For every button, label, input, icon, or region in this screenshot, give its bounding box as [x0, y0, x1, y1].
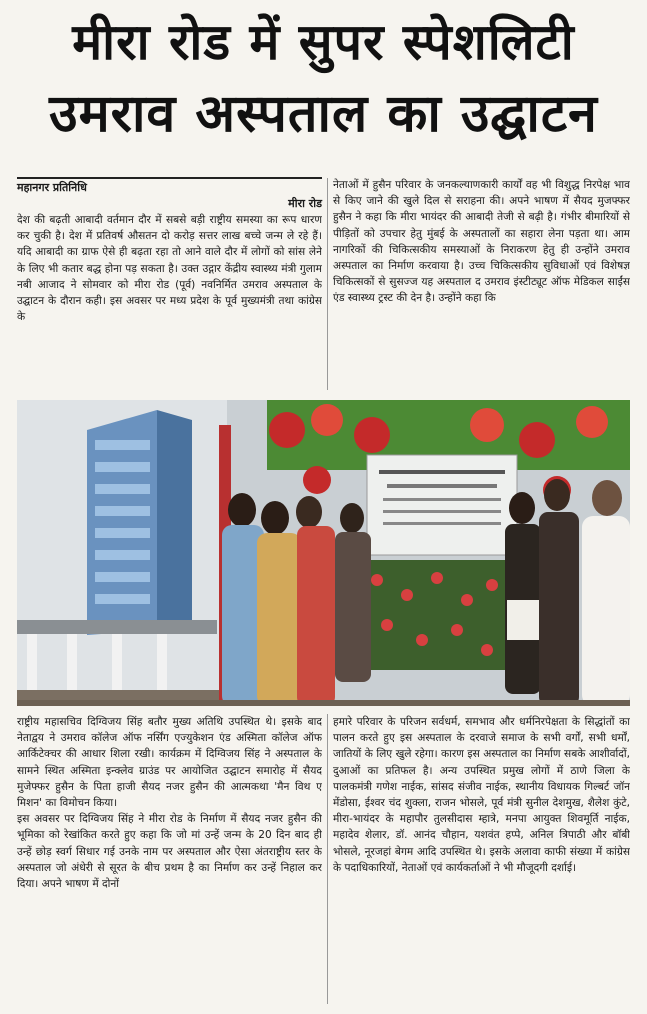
- inauguration-plaque: [367, 455, 517, 555]
- column-4-text: हमारे परिवार के परिजन सर्वधर्म, समभाव और धर्मनिरपेक्षता के सिद्धांतों का पालन करते हुए इस अस्पताल के दरवाजे समाज के सभी वर्गों, सभी धर्मों, जातियों के लिए खुले रहेगा। कारण इस अस्पताल का निर्माण सबके आशीर्वादों, दुआओं का प्रतिफल है। अन्य उपस्थित प्रमुख लोगों में ठाणे जिला के पालकमंत्री गणेश नाईक, सांसद संजीव नाईक, स्थानीय विधायक गिल्बर्ट जॉन मेंडोसा, ईश्वर चंद शुक्ला, राजन भोसले, पूर्व मंत्री सुनील देशमुख, शैलेश कुंटे, मीरा-भायंदर के महापौर तुलसीदास म्हात्रे, मनपा आयुक्त शिवमूर्ति नाईक, महादेव शेलार, डॉ. आनंद चौहान, यशवंत हप्पे, अनिल त्रिपाठी और बॉबी भोसले, नूरजहां बेगम आदि उपस्थित थे। इसके अलावा काफी संख्या में कांग्रेस के पदाधिकारियों, नेताओं एवं कार्यकर्ताओं ने भी मौजूदगी दर्शाई।: [333, 716, 630, 874]
- column-divider-bottom: [327, 714, 328, 1004]
- headline-line-2: उमराव अस्पताल का उद्घाटन: [49, 84, 598, 144]
- column-3-paragraph-2: इस अवसर पर दिग्विजय सिंह ने मीरा रोड के निर्माण में सैयद नजर हुसैन की भूमिका को रेखांकित करते हुए कहा कि जो मां उन्हें जन्म के 20 दिन बाद ही उन्हें छोड़ स्वर्ग सिधार गई उनके नाम पर अस्पताल और ऐसा अंतराष्ट्रीय स्तर के अस्पताल जो अंधेरी से सूरत के बीच प्रथम है का निर्माण कर उन्हें निहाल कर दिया। अपने भाषण में दोनों: [17, 813, 322, 891]
- article-headline: [8, 6, 639, 164]
- headline-line-1: मीरा रोड में सुपर स्पेशलिटी: [72, 13, 575, 71]
- article-column-3: [17, 714, 322, 1004]
- article-column-2: [333, 177, 630, 391]
- event-photo: [17, 400, 630, 706]
- photo-illustration: [17, 400, 630, 706]
- article-column-4: [333, 714, 630, 1004]
- column-divider-top: [327, 178, 328, 390]
- column-3-paragraph-1: राष्ट्रीय महासचिव दिग्विजय सिंह बतौर मुख्य अतिथि उपस्थित थे। इसके बाद नेताद्वय ने उमराव कॉलेज ऑफ नर्सिंग एज्युकेशन एंड अस्मिता कॉलेज ऑफ आर्किटेक्चर की आधार शिला रखी। कार्यक्रम में दिग्विजय सिंह ने अस्पताल के सामने स्थित अस्मिता इन्क्लेव ग्राउंड पर आयोजित उद्घाटन समारोह में सैयद मुजेफ्फर हुसैन के पिता हाजी सैयद नजर हुसैन की आत्मकथा 'मैन विथ ए मिशन' का विमोचन किया।: [17, 716, 322, 810]
- byline: महानगर प्रतिनिधि: [17, 177, 322, 195]
- column-1-text: देश की बढ़ती आबादी वर्तमान दौर में सबसे बड़ी राष्ट्रीय समस्या का रूप धारण कर चुकी है। देश में प्रतिवर्ष औसतन दो करोड़ सत्तर लाख बच्चे जन्म ले रहे हैं। यदि आबादी का ग्राफ ऐसे ही बढ़ता रहा तो आने वाले दौर में लोगों को सांस लेने के लिए भी कतार बद्ध होना पड़ सकता है। उक्त उद्गार केंद्रीय स्वास्थ्य मंत्री गुलाम नबी आजाद ने सोमवार को मीरा रोड (पूर्व) नवनिर्मित उमराव अस्पताल के उद्घाटन के दौरान कही। इस अवसर पर मध्य प्रदेश के पूर्व मुख्यमंत्री तथा कांग्रेस के: [17, 214, 322, 324]
- people-right-group: [505, 479, 630, 706]
- column-2-text: नेताओं में हुसैन परिवार के जनकल्याणकारी कार्यों वह भी विशुद्ध निरपेक्ष भाव से किए जाने की खुले दिल से सराहना की। अपने भाषण में सैयद मुजफ्फर हुसैन ने कहा कि मीरा भायंदर की आबादी तेजी से बढ़ी है। गंभीर बीमारियों से पीड़ितों को उपचार हेतु मुंबई के अस्पतालों का सहारा लेना पड़ता था। आम नागरिकों की चिकित्सकीय समस्याओं के निराकरण हेतु ही उन्होंने उमराव अस्पताल का निर्माण करवाया है। उच्च चिकित्सकीय सुविधाओं एवं विशेषज्ञ चिकित्सकों से सुसज्ज यह अस्पताल द उमराव इंस्टीट्यूट ऑफ मेडिकल साईंस एंड स्वास्थ्य ट्रस्ट की देन है। उन्होंने कहा कि: [333, 179, 630, 305]
- dateline: मीरा रोड: [288, 197, 322, 210]
- article-column-1: [17, 212, 322, 390]
